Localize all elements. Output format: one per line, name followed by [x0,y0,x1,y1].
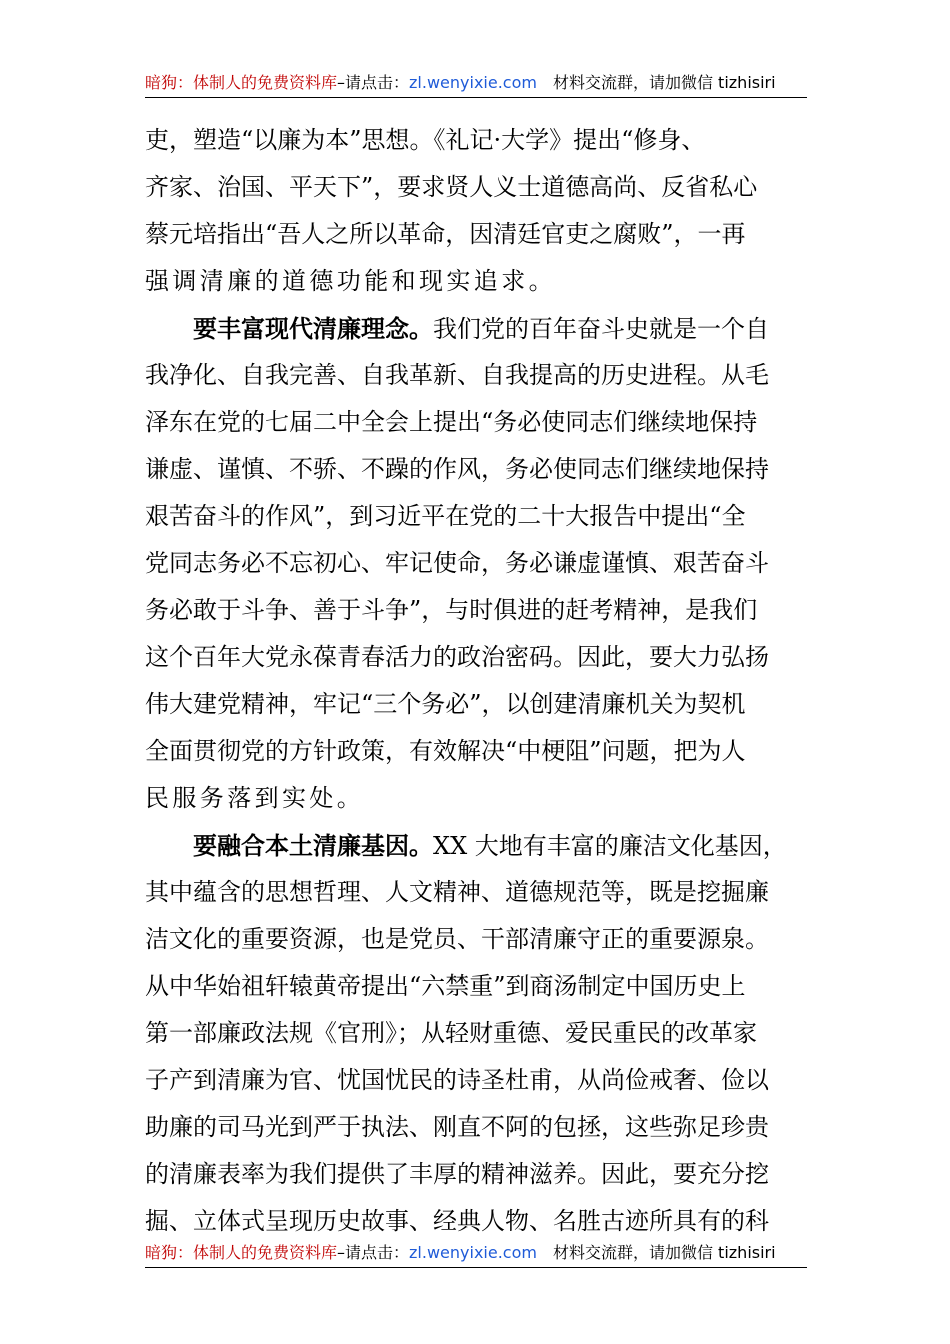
text-line: 泽东在党的七届二中全会上提出“务必使同志们继续地保持 [145,408,758,436]
text-line: 第一部廉政法规《官刑》；从轻财重德、爱民重民的改革家 [145,1019,757,1047]
paragraph-continuation [145,117,809,305]
banner-prompt: –请点击： [337,73,410,92]
banner-group-text: 材料交流群，请加微信 tizhisiri [552,73,776,92]
text-line: 蔡元培指出“吾人之所以革命，因清廷官吏之腐败”，一再 [145,220,746,248]
text-line: 艰苦奋斗的作风”，到习近平在党的二十大报告中提出“全 [145,502,746,530]
text-line: 党同志务必不忘初心、牢记使命，务必谦虚谨慎、艰苦奋斗 [145,549,769,577]
text-line: 这个百年大党永葆青春活力的政治密码。因此，要大力弘扬 [145,643,769,671]
text-line: 掘、立体式呈现历史故事、经典人物、名胜古迹所具有的科 [145,1207,769,1235]
text-line: 谦虚、谨慎、不骄、不躁的作风，务必使同志们继续地保持 [145,455,769,483]
banner-link[interactable]: zl.wenyixie.com [409,73,537,92]
banner-brand: 暗狗：体制人的免费资料库 [145,73,338,92]
text-line: 的清廉表率为我们提供了丰厚的精神滋养。因此，要充分挖 [145,1160,769,1188]
header-banner [145,73,807,98]
text-line: 伟大建党精神，牢记“三个务必”，以创建清廉机关为契机 [145,690,746,718]
banner-link[interactable]: zl.wenyixie.com [409,1243,537,1262]
footer-banner [145,1243,807,1268]
text-line: 从中华始祖轩辕黄帝提出“六禁重”到商汤制定中国历史上 [145,972,746,1000]
text-line: 务必敢于斗争、善于斗争”，与时俱进的赶考精神，是我们 [145,596,758,624]
paragraph-modern-integrity [145,305,809,822]
text-line: 我净化、自我完善、自我革新、自我提高的历史进程。从毛 [145,361,769,389]
paragraph-local-integrity [145,822,809,1245]
text-line: 洁文化的重要资源，也是党员、干部清廉守正的重要源泉。 [145,925,769,953]
text-line: 民服务落到实处。 [145,784,365,812]
text-line: 齐家、治国、平天下”，要求贤人义士道德高尚、反省私心 [145,173,758,201]
paragraph-heading: 要融合本土清廉基因。 [193,831,433,860]
paragraph-heading: 要丰富现代清廉理念。 [193,314,433,343]
banner-prompt: –请点击： [337,1243,410,1262]
text-line: 全面贯彻党的方针政策，有效解决“中梗阻”问题，把为人 [145,737,746,765]
text-line: 强调清廉的道德功能和现实追求。 [145,267,556,295]
text-line: 要丰富现代清廉理念。我们党的百年奋斗史就是一个自 [193,314,769,343]
text-line: 要融合本土清廉基因。XX 大地有丰富的廉洁文化基因， [193,831,787,860]
text-line: 吏，塑造“以廉为本”思想。《礼记·大学》提出“修身、 [145,126,706,154]
banner-brand: 暗狗：体制人的免费资料库 [145,1243,338,1262]
banner-group-text: 材料交流群，请加微信 tizhisiri [552,1243,776,1262]
document-body [145,117,809,1245]
text-line: 助廉的司马光到严于执法、刚直不阿的包拯，这些弥足珍贵 [145,1113,769,1141]
text-line: 子产到清廉为官、忧国忧民的诗圣杜甫，从尚俭戒奢、俭以 [145,1066,769,1094]
text-line: 其中蕴含的思想哲理、人文精神、道德规范等，既是挖掘廉 [145,878,769,906]
